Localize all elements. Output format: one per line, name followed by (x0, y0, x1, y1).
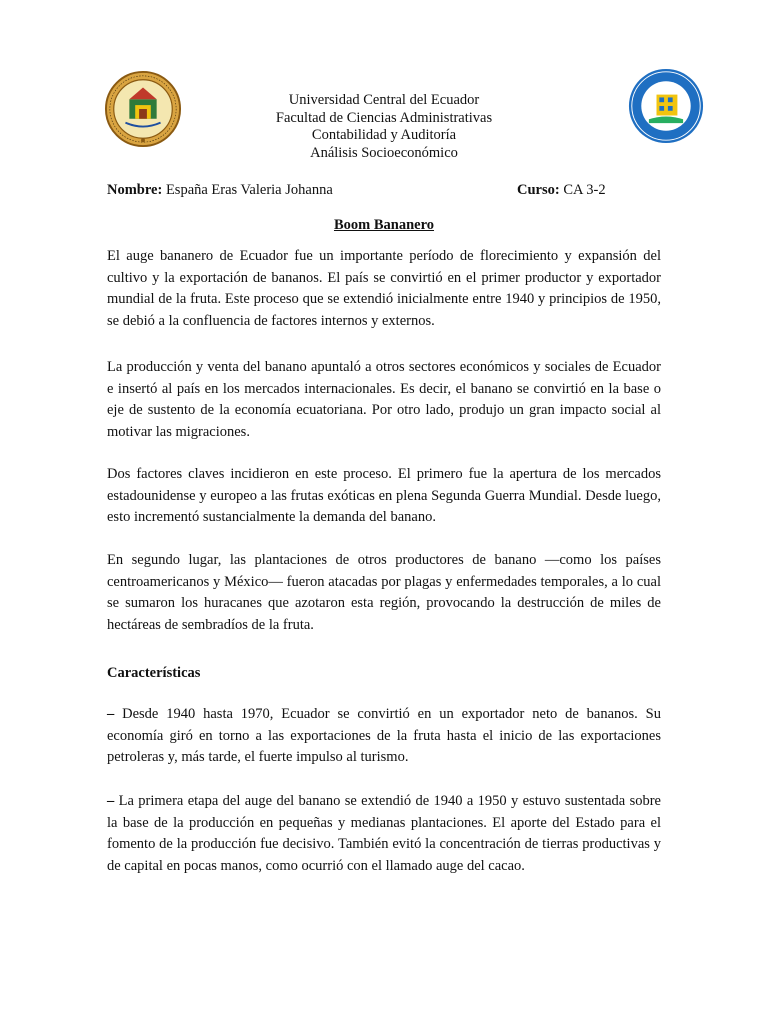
name-value: España Eras Valeria Johanna (165, 182, 333, 198)
header-university: Universidad Central del Ecuador (288, 92, 480, 108)
bullet-text: La primera etapa del auge del banano se extendió de 1940 a 1950 y estuvo sustentada sobre la base de la producción en pequeñas y medianas plantaciones. El aporte del Estado para el fomento de la producción fue decisivo. También evitó la concentración de tierras productivas y de capital en pocas manos, como ocurrió con el llamado auge del cacao. (107, 793, 661, 874)
bullet-dash: – (107, 706, 115, 722)
course-info (517, 181, 606, 199)
bullet-text: Desde 1940 hasta 1970, Ecuador se convirtió en un exportador neto de bananos. Su economía giró en torno a las exportaciones de la fruta hasta el inicio de las exportaciones petroleras y, más tarde, el fuerte impulso al turismo. (107, 706, 661, 765)
section-heading: Características (107, 665, 201, 681)
paragraph-2: La producción y venta del banano apuntaló a otros sectores económicos y sociales de Ecuador e insertó al país en los mercados internacionales. Es decir, el banano se convirtió en la base o eje de sustento de la economía ecuatoriana. Por otro lado, produjo un gran impacto social al motivar las migraciones. (107, 359, 661, 440)
student-name (107, 181, 333, 199)
bullet-item-1 (107, 704, 661, 769)
course-value: CA 3-2 (563, 182, 606, 198)
course-label: Curso: (517, 182, 560, 198)
institution-header (200, 92, 568, 162)
faculty-logo (628, 68, 704, 144)
paragraph-4: En segundo lugar, las plantaciones de otros productores de banano —como los países centroamericanos y México— fueron atacadas por plagas y enfermedades temporales, a lo cual se sumaron los huracanes que azotaron esta región, provocando la destrucción de miles de hectáreas de sembradíos de la fruta. (107, 552, 661, 633)
university-seal-logo (104, 70, 182, 148)
header-career: Contabilidad y Auditoría (311, 127, 457, 143)
paragraph-1: El auge bananero de Ecuador fue un importante período de florecimiento y expansión del cultivo y la exportación de bananos. El país se convirtió en el primer productor y exportador mundial de la fruta. Este proceso que se extendió inicialmente entre 1940 y principios de 1950, se debió a la confluencia de factores internos y externos. (107, 248, 661, 329)
document-title: Boom Bananero (333, 217, 435, 233)
bullet-dash: – (107, 793, 115, 809)
bullet-item-2 (107, 791, 661, 877)
header-subject: Análisis Socioeconómico (310, 144, 458, 161)
paragraph-3: Dos factores claves incidieron en este proceso. El primero fue la apertura de los mercados estadounidense y europeo a las frutas exóticas en plena Segunda Guerra Mundial. Desde luego, esto incrementó sustancialmente la demanda del banano. (107, 466, 661, 525)
header-faculty: Facultad de Ciencias Administrativas (275, 109, 493, 126)
name-label: Nombre: (107, 182, 163, 198)
